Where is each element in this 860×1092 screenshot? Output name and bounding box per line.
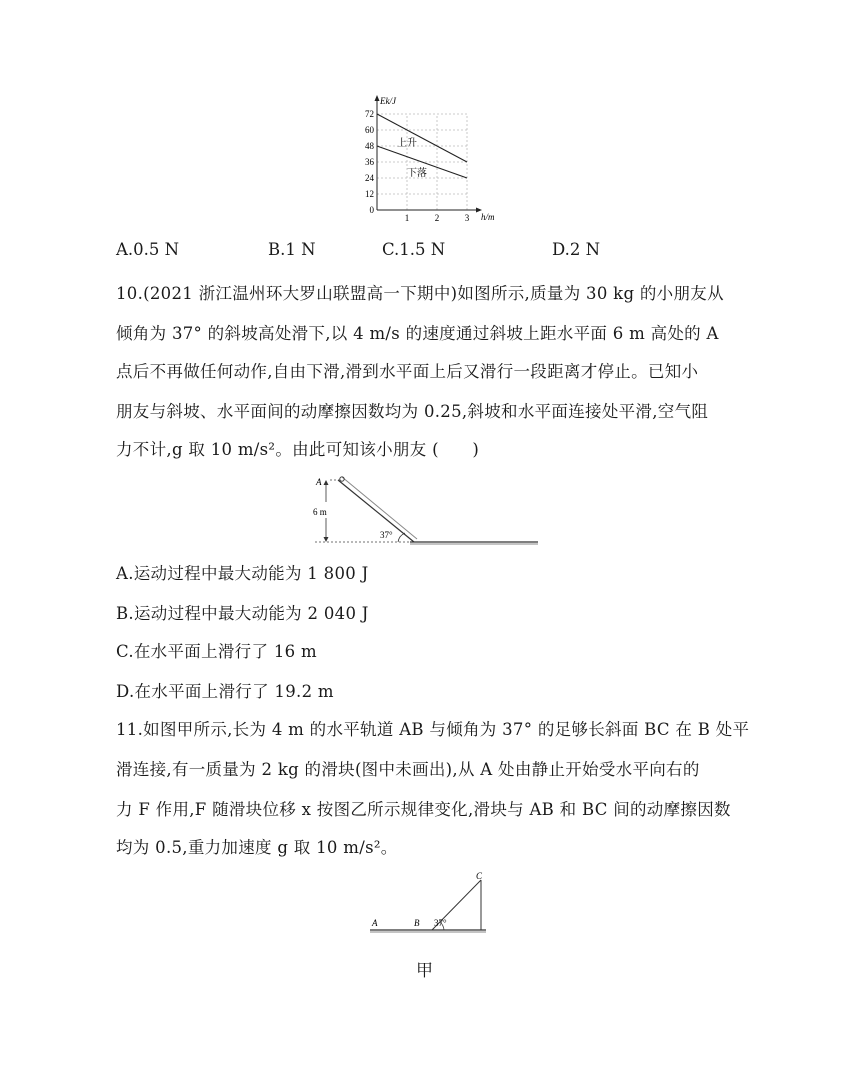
y-tick-label: 60 [365, 125, 374, 135]
q10-line-3: 点后不再做任何动作,自由下滑,滑到水平面上后又滑行一段距离才停止。已知小 [116, 362, 699, 381]
q9-option-c: C.1.5 N [382, 240, 446, 259]
q10-line-5: 力不计,g 取 10 m/s²。由此可知该小朋友 ( ) [116, 440, 480, 459]
q10-line-1: 10.(2021 浙江温州环大罗山联盟高一下期中)如图所示,质量为 30 kg 的小朋友从 [116, 284, 724, 303]
y-axis-arrow [375, 95, 380, 101]
x-tick-label: 2 [434, 213, 440, 223]
x-tick-label: 3 [464, 213, 470, 223]
y-tick-label: 12 [365, 189, 374, 199]
ek-h-graph [355, 92, 505, 224]
q11-line-4: 均为 0.5,重力加速度 g 取 10 m/s²。 [116, 838, 398, 857]
height-label: 6 m [313, 507, 327, 517]
y-tick-label: 0 [369, 205, 374, 215]
q9-option-d: D.2 N [552, 240, 601, 259]
angle-label: 37° [434, 918, 447, 928]
q10-option-c: C.在水平面上滑行了 16 m [116, 642, 317, 661]
q11-line-3: 力 F 作用,F 随滑块位移 x 按图乙所示规律变化,滑块与 AB 和 BC 间的动摩擦因数 [116, 800, 731, 819]
label-c: C [476, 871, 483, 881]
rise-series-line [377, 114, 467, 162]
q10-option-b: B.运动过程中最大动能为 2 040 J [116, 604, 369, 623]
q9-option-b: B.1 N [268, 240, 316, 259]
slope-figure [310, 472, 545, 548]
figure-caption: 甲 [416, 961, 433, 981]
y-tick-label: 48 [365, 141, 374, 151]
incline-figure [368, 868, 488, 938]
rise-label: 上升 [397, 138, 417, 149]
y-tick-label: 24 [365, 173, 374, 183]
label-a: A [372, 918, 378, 928]
q9-option-a: A.0.5 N [116, 240, 180, 259]
q10-line-2: 倾角为 37° 的斜坡高处滑下,以 4 m/s 的速度通过斜坡上距水平面 6 m 高处的 A [116, 324, 719, 343]
q10-option-d: D.在水平面上滑行了 19.2 m [116, 682, 334, 701]
q10-option-a: A.运动过程中最大动能为 1 800 J [116, 564, 369, 583]
point-a-label: A [316, 477, 322, 487]
y-tick-label: 36 [365, 157, 374, 167]
q10-line-4: 朋友与斜坡、水平面间的动摩擦因数均为 0.25,斜坡和水平面连接处平滑,空气阻 [116, 402, 709, 421]
x-axis-label: h/m [481, 212, 495, 222]
y-axis-label: Ek/J [380, 96, 396, 106]
angle-label: 37° [380, 530, 393, 540]
y-tick-label: 72 [365, 109, 374, 119]
x-tick-label: 1 [404, 213, 410, 223]
q11-line-1: 11.如图甲所示,长为 4 m 的水平轨道 AB 与倾角为 37° 的足够长斜面 BC 在 B 处平 [116, 720, 750, 739]
fall-label: 下落 [407, 168, 427, 179]
slope-line [338, 480, 414, 542]
q11-line-2: 滑连接,有一质量为 2 kg 的滑块(图中未画出),从 A 处由静止开始受水平向右的 [116, 760, 700, 779]
label-b: B [414, 918, 420, 928]
